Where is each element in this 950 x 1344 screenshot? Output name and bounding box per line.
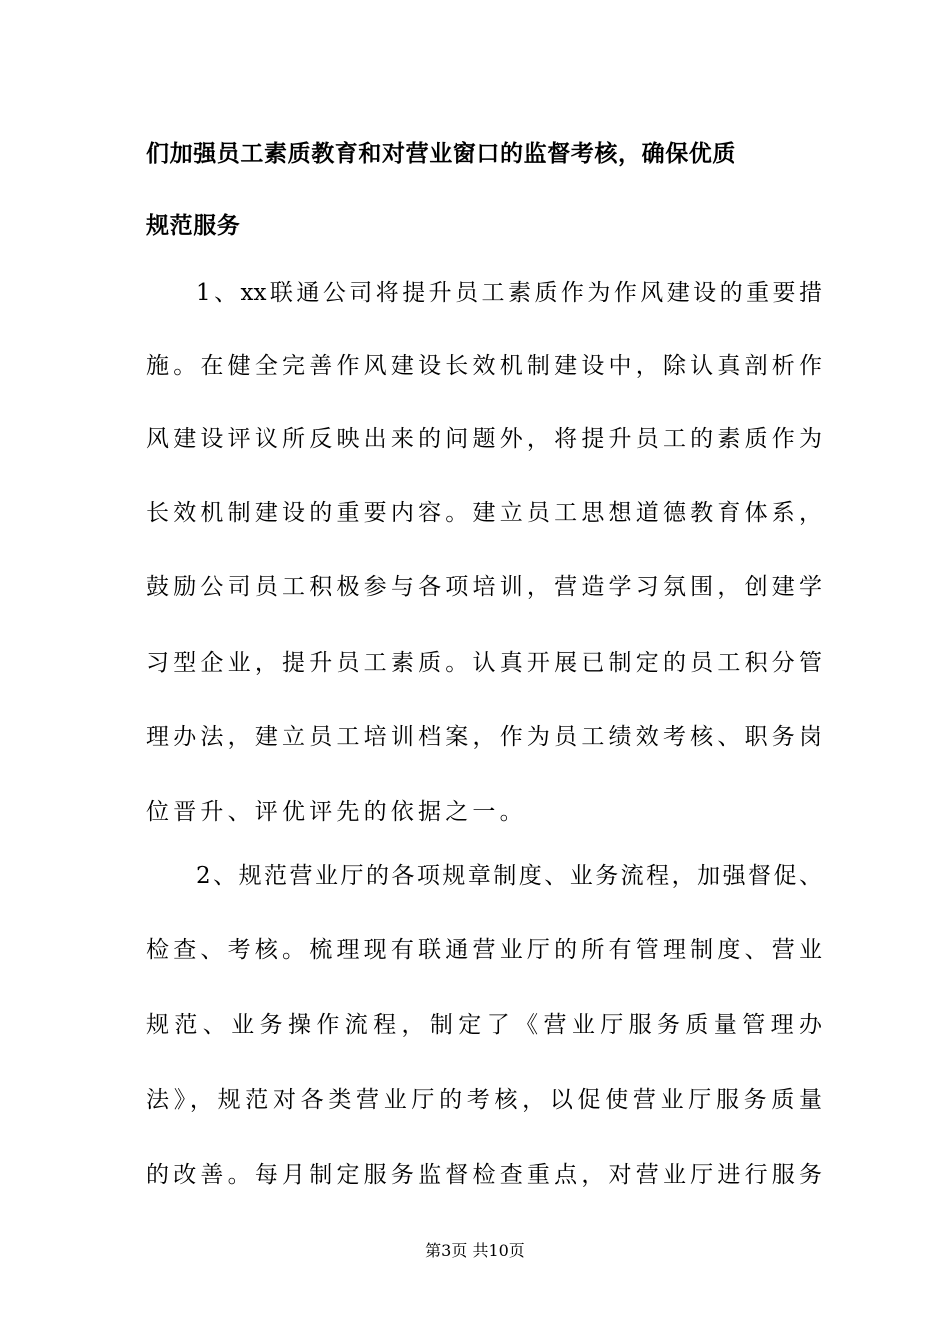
paragraph-1-line-5: 鼓励公司员工积极参与各项培训，营造学习氛围，创建学 bbox=[146, 574, 822, 600]
paragraph-1-line-3: 风建设评议所反映出来的问题外，将提升员工的素质作为 bbox=[146, 426, 822, 452]
paragraph-1-line-2: 施。在健全完善作风建设长效机制建设中，除认真剖析作 bbox=[146, 353, 822, 379]
paragraph-1-line-7: 理办法，建立员工培训档案，作为员工绩效考核、职务岗 bbox=[146, 724, 822, 750]
paragraph-2-line-5: 的改善。每月制定服务监督检查重点，对营业厅进行服务 bbox=[146, 1162, 822, 1188]
page-number-footer: 第3页 共10页 bbox=[425, 1241, 525, 1260]
paragraph-1-line-1: 1、xx联通公司将提升员工素质作为作风建设的重要措 bbox=[196, 280, 822, 306]
paragraph-1-line-6: 习型企业，提升员工素质。认真开展已制定的员工积分管 bbox=[146, 650, 822, 676]
paragraph-2-line-1: 2、规范营业厅的各项规章制度、业务流程，加强督促、 bbox=[196, 863, 822, 889]
paragraph-2-line-4: 法》，规范对各类营业厅的考核，以促使营业厅服务质量 bbox=[146, 1087, 822, 1113]
heading-line-2: 规范服务 bbox=[146, 213, 241, 239]
paragraph-1-line-4: 长效机制建设的重要内容。建立员工思想道德教育体系， bbox=[146, 500, 822, 526]
paragraph-2-line-2: 检查、考核。梳理现有联通营业厅的所有管理制度、营业 bbox=[146, 937, 822, 963]
heading-line-1: 们加强员工素质教育和对营业窗口的监督考核，确保优质 bbox=[146, 141, 736, 167]
paragraph-2-line-3: 规范、业务操作流程，制定了《营业厅服务质量管理办 bbox=[146, 1012, 822, 1038]
paragraph-1-line-8: 位晋升、评优评先的依据之一。 bbox=[146, 799, 527, 825]
